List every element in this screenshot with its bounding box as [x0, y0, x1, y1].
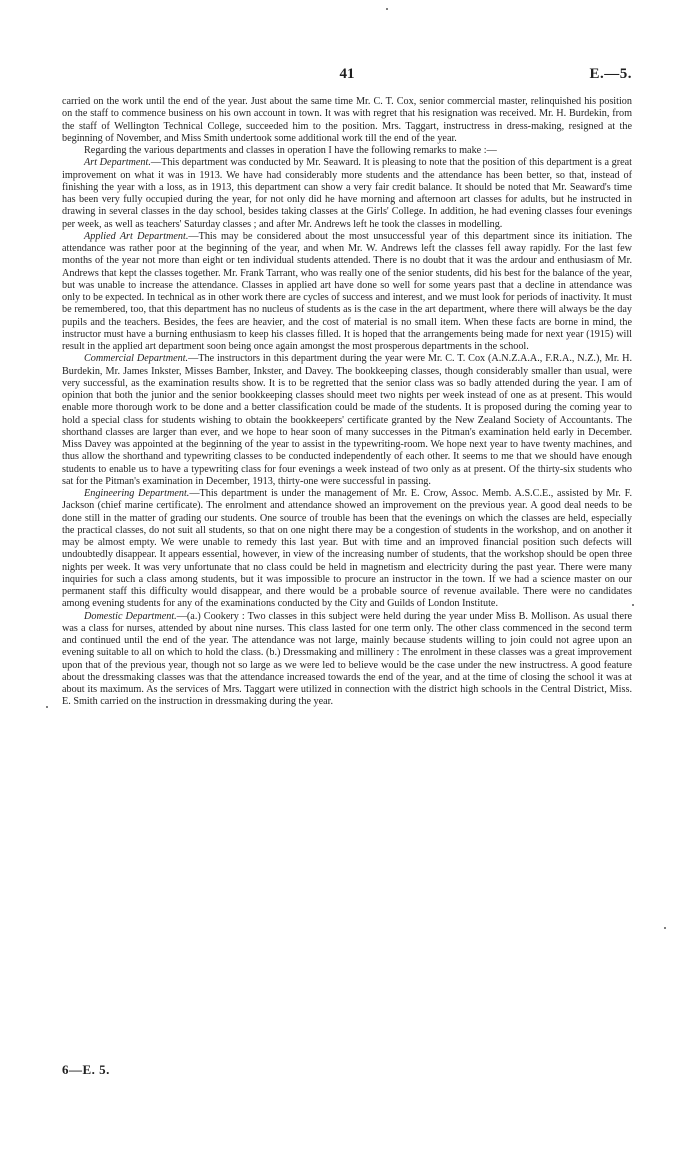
report-body [62, 96, 632, 709]
section-title: Commercial Department. [84, 353, 189, 365]
signature-mark: 6—E. 5. [62, 1062, 110, 1077]
page-number: 41 [339, 66, 355, 82]
paragraph-text: carried on the work until the end of the year. Just about the same time Mr. C. T. Cox, senior commercial master, relinquished his position on the staff to commence business on his own account in town. It was with regret that his resignation was received. Mr. H. Burdekin, from the staff of Wellington Technical College, succeeded him to the position. Mrs. Taggart, instructress in dress-making, resigned at the beginning of November, and Miss Smith undertook some additional work till the end of the year. [62, 96, 632, 144]
scan-speck [664, 927, 666, 929]
paragraph-applied-art-department [62, 231, 632, 354]
paragraph-text: —(a.) Cookery : Two classes in this subject were held during the year under Miss B. Mollison. As usual there was a class for nurses, attended by about nine nurses. This class lasted for one term only. The other class commenced in the second term and continued until the end of the year. The attendance was not large, mainly because students willing to join could not agree upon an evening suitable to all on which to hold the class. (b.) Dressmaking and millinery : The enrolment in these classes was a great improvement upon that of the previous year, though not so large as we were led to believe would be the case under the new instructress. A good feature about the dressmaking classes was that the attendance increased towards the end of the year, and at the time of closing the school it was at about its maximum. As the services of Mrs. Taggart were utilized in connection with the district high schools in the Central District, Miss. E. Smith carried on the instruction in dressmaking during the year. [62, 610, 632, 708]
section-title: Engineering Department. [84, 488, 190, 499]
paragraph-text: —This department was conducted by Mr. Seaward. It is pleasing to note that the position of this department is a great improvement on what it was in 1913. We have had considerably more students and the attendance has been better, so that, instead of finishing the year with a loss, as in 1913, this department can show a very fair credit balance. It should be noted that Mr. Seaward's time has been very fully occupied during the year, for not only did he have morning and afternoon art classes for adults, but he instructed in drawing in several classes in the day school, besides taking classes at the Girls' College. In addition, he had evening classes four evenings per week, as well as teachers' Saturday classes ; and after Mr. Andrews left he took the classes in modelling. [62, 157, 633, 230]
paragraph-text: Regarding the various departments and classes in operation I have the following remarks to make :— [84, 145, 497, 156]
section-title: Applied Art Department. [84, 230, 189, 242]
section-title: Art Department. [84, 157, 151, 169]
paragraph-commercial-department [62, 353, 632, 488]
paragraph-engineering-department [62, 488, 632, 611]
document-reference: E.—5. [589, 66, 632, 82]
scan-speck [632, 604, 634, 606]
scan-speck [46, 706, 48, 708]
paragraph-art-department [62, 157, 632, 231]
scan-speck [386, 8, 388, 10]
section-title: Domestic Department. [84, 610, 177, 622]
paragraph-departments-intro [62, 145, 632, 157]
paragraph-staff-changes [62, 96, 632, 145]
paragraph-text: —The instructors in this department during the year were Mr. C. T. Cox (A.N.Z.A.A., F.R.A., N.Z.), Mr. H. Burdekin, Mr. James Inkster, Misses Bamber, Inkster, and Davey. The bookkeeping classes, though considerably smaller than usual, were very successful, as the examination results show. It is to be regretted that the senior class was so badly attended during the year. I am of opinion that both the junior and the senior bookkeeping classes should meet two nights per week instead of one as at present. This would enable more thorough work to be done and a better classification could be made of the students. It is proposed during the coming year to hold a special class for students wishing to obtain the bookkeepers' certificate granted by the New Zealand Society of Accountants. The shorthand classes are larger than ever, and we hope to hear soon of many successes in the Pitman's examination held early in December. Miss Davey was appointed at the beginning of the year to assist in the typewriting-room. We hope next year to have twenty machines, and thus allow the shorthand and typewriting classes to be conducted independently of each other. It seems to me that we should have enough students to enable us to have a typewriting class for four evenings a week instead of two only as at present. Of the thirty-six students who sat for the Pitman's examination in December, 1913, thirty-one were successful in passing. [62, 353, 633, 487]
paragraph-text: —This department is under the management of Mr. E. Crow, Assoc. Memb. A.S.C.E., assisted by Mr. F. Jackson (chief marine certificate). The enrolment and attendance showed an improvement on the previous year. A good deal needs to be done still in the matter of grading our students. One source of trouble has been that the evenings on which the classes are held, especially the practical classes, do not suit all students, so that on one night there may be a congestion of students in the workshop, and on another it may be almost empty. We were unable to remedy this last year. But with time and an improved financial position such defects will undoubtedly disappear. It appears essential, however, in view of the increasing number of students, that the workshop should be open three nights per week. It was very unfortunate that no class could be held in magnetism and electricity during the past year. There were many inquiries for such a class among students, but it was impossible to procure an instructor in the town. If we had a science master on our permanent staff this difficulty would disappear, and there would be a probable source of revenue available. There were no candidates among evening students for any of the examinations conducted by the City and Guilds of London Institute. [62, 488, 632, 610]
paragraph-text: —This may be considered about the most unsuccessful year of this department since its initiation. The attendance was rather poor at the beginning of the year, and when Mr. W. Andrews left the classes fell away rapidly. For the last few months of the year not more than eight or ten individual students attended. There is no doubt that it was the ardour and enthusiasm of Mr. Andrews that kept the classes together. Mr. Frank Tarrant, who was really one of the senior students, did his best for the balance of the year, but was unable to increase the attendance. Classes in applied art have done so well for some years past that a decline in attendance was only to be expected. In technical as in other work there are cycles of success and interest, and we must look for periods of inactivity. It must be remembered, too, that this department has no nucleus of students as is the case in the art department, where there will always be the day pupils and the teachers. Besides, the fees are heavier, and the cost of material is no small item. When these facts are borne in mind, the instructor must have a burning enthusiasm to keep his classes filled. It is hoped that the arrangements being made for next year (1915) will result in the applied art department soon being once again amongst the most prosperous departments in the school. [62, 230, 633, 352]
page-header [62, 66, 632, 88]
paragraph-domestic-department [62, 611, 632, 709]
